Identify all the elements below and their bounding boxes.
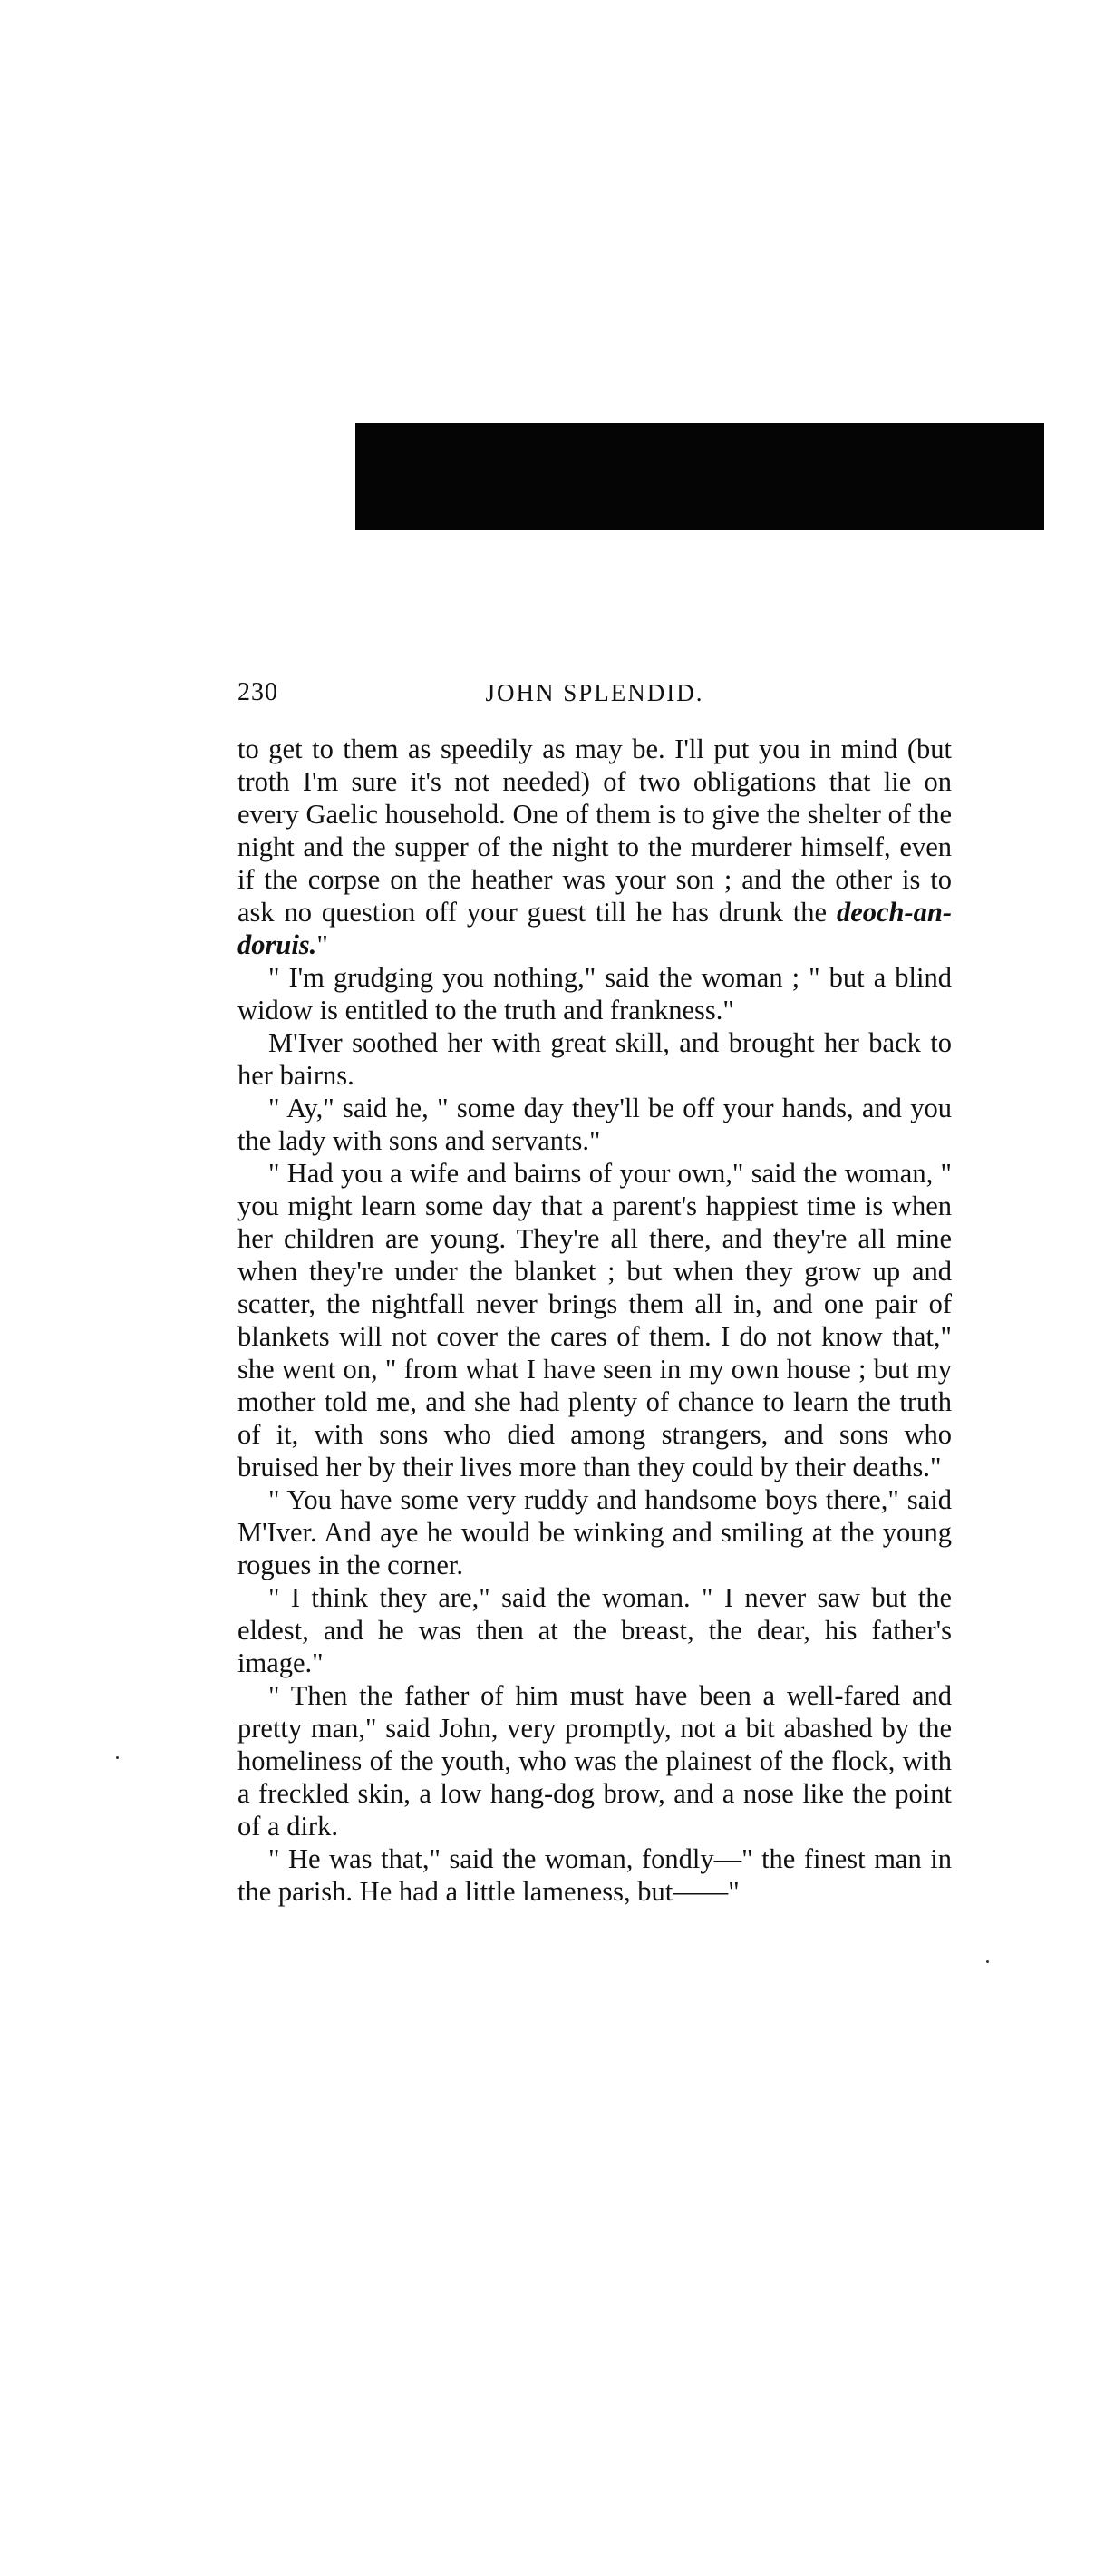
- paragraph: M'Iver soothed her with great skill, and brought her back to her bairns.: [237, 1027, 952, 1091]
- paragraph-text: to get to them as speedily as may be. I'll put you in mind (but troth I'm sure it's not needed) of two obligations that lie on every Gaelic household. One of them is to give the shelter of the night and the supper of the night to the murderer himself, even if the corpse on the heather was your son ; and the other is to ask no question off your guest till he has drunk the: [237, 734, 952, 928]
- paragraph: " Had you a wife and bairns of your own," said the woman, " you might learn some day that a parent's happiest time is when her children are young. They're all there, and they're all mine when they're under the blanket ; but when they grow up and scatter, the nightfall never brings them all in, and one pair of blankets will not cover the cares of them. I do not know that," she went on, " from what I have seen in my own house ; but my mother told me, and she had plenty of chance to learn the truth of it, with sons who died among strangers, and sons who bruised her by their lives more than they could by their deaths.": [237, 1158, 952, 1482]
- closing-quote: ": [316, 929, 328, 960]
- paragraph: " I'm grudging you nothing," said the woman ; " but a blind widow is entitled to the truth and frankness.": [237, 962, 952, 1026]
- paragraph: " Then the father of him must have been a well-fared and pretty man," said John, very promptly, not a bit abashed by the homeliness of the youth, who was the plainest of the flock, with a freckled skin, a low hang-dog brow, and a nose like the point of a dirk.: [237, 1680, 952, 1842]
- paragraph: " You have some very ruddy and handsome boys there," said M'Iver. And aye he would be winking and smiling at the young rogues in the corner.: [237, 1484, 952, 1580]
- paragraph: " I think they are," said the woman. " I never saw but the eldest, and he was then at the breast, the dear, his father's image.": [237, 1582, 952, 1678]
- gaelic-term: deoch-an-doruis.: [237, 897, 953, 960]
- body-text: [237, 733, 952, 1908]
- paragraph: " Ay," said he, " some day they'll be off your hands, and you the lady with sons and servants.": [237, 1093, 952, 1156]
- paragraph-continued: [237, 733, 952, 961]
- running-head: [237, 675, 952, 711]
- page-number: 230: [237, 678, 278, 706]
- paragraph: " He was that," said the woman, fondly—" the finest man in the parish. He had a little lameness, but——": [237, 1843, 952, 1907]
- print-speck: [116, 1756, 119, 1759]
- redaction-bar: [355, 423, 1044, 530]
- running-title: JOHN SPLENDID.: [485, 679, 704, 706]
- print-speck: [986, 1960, 989, 1963]
